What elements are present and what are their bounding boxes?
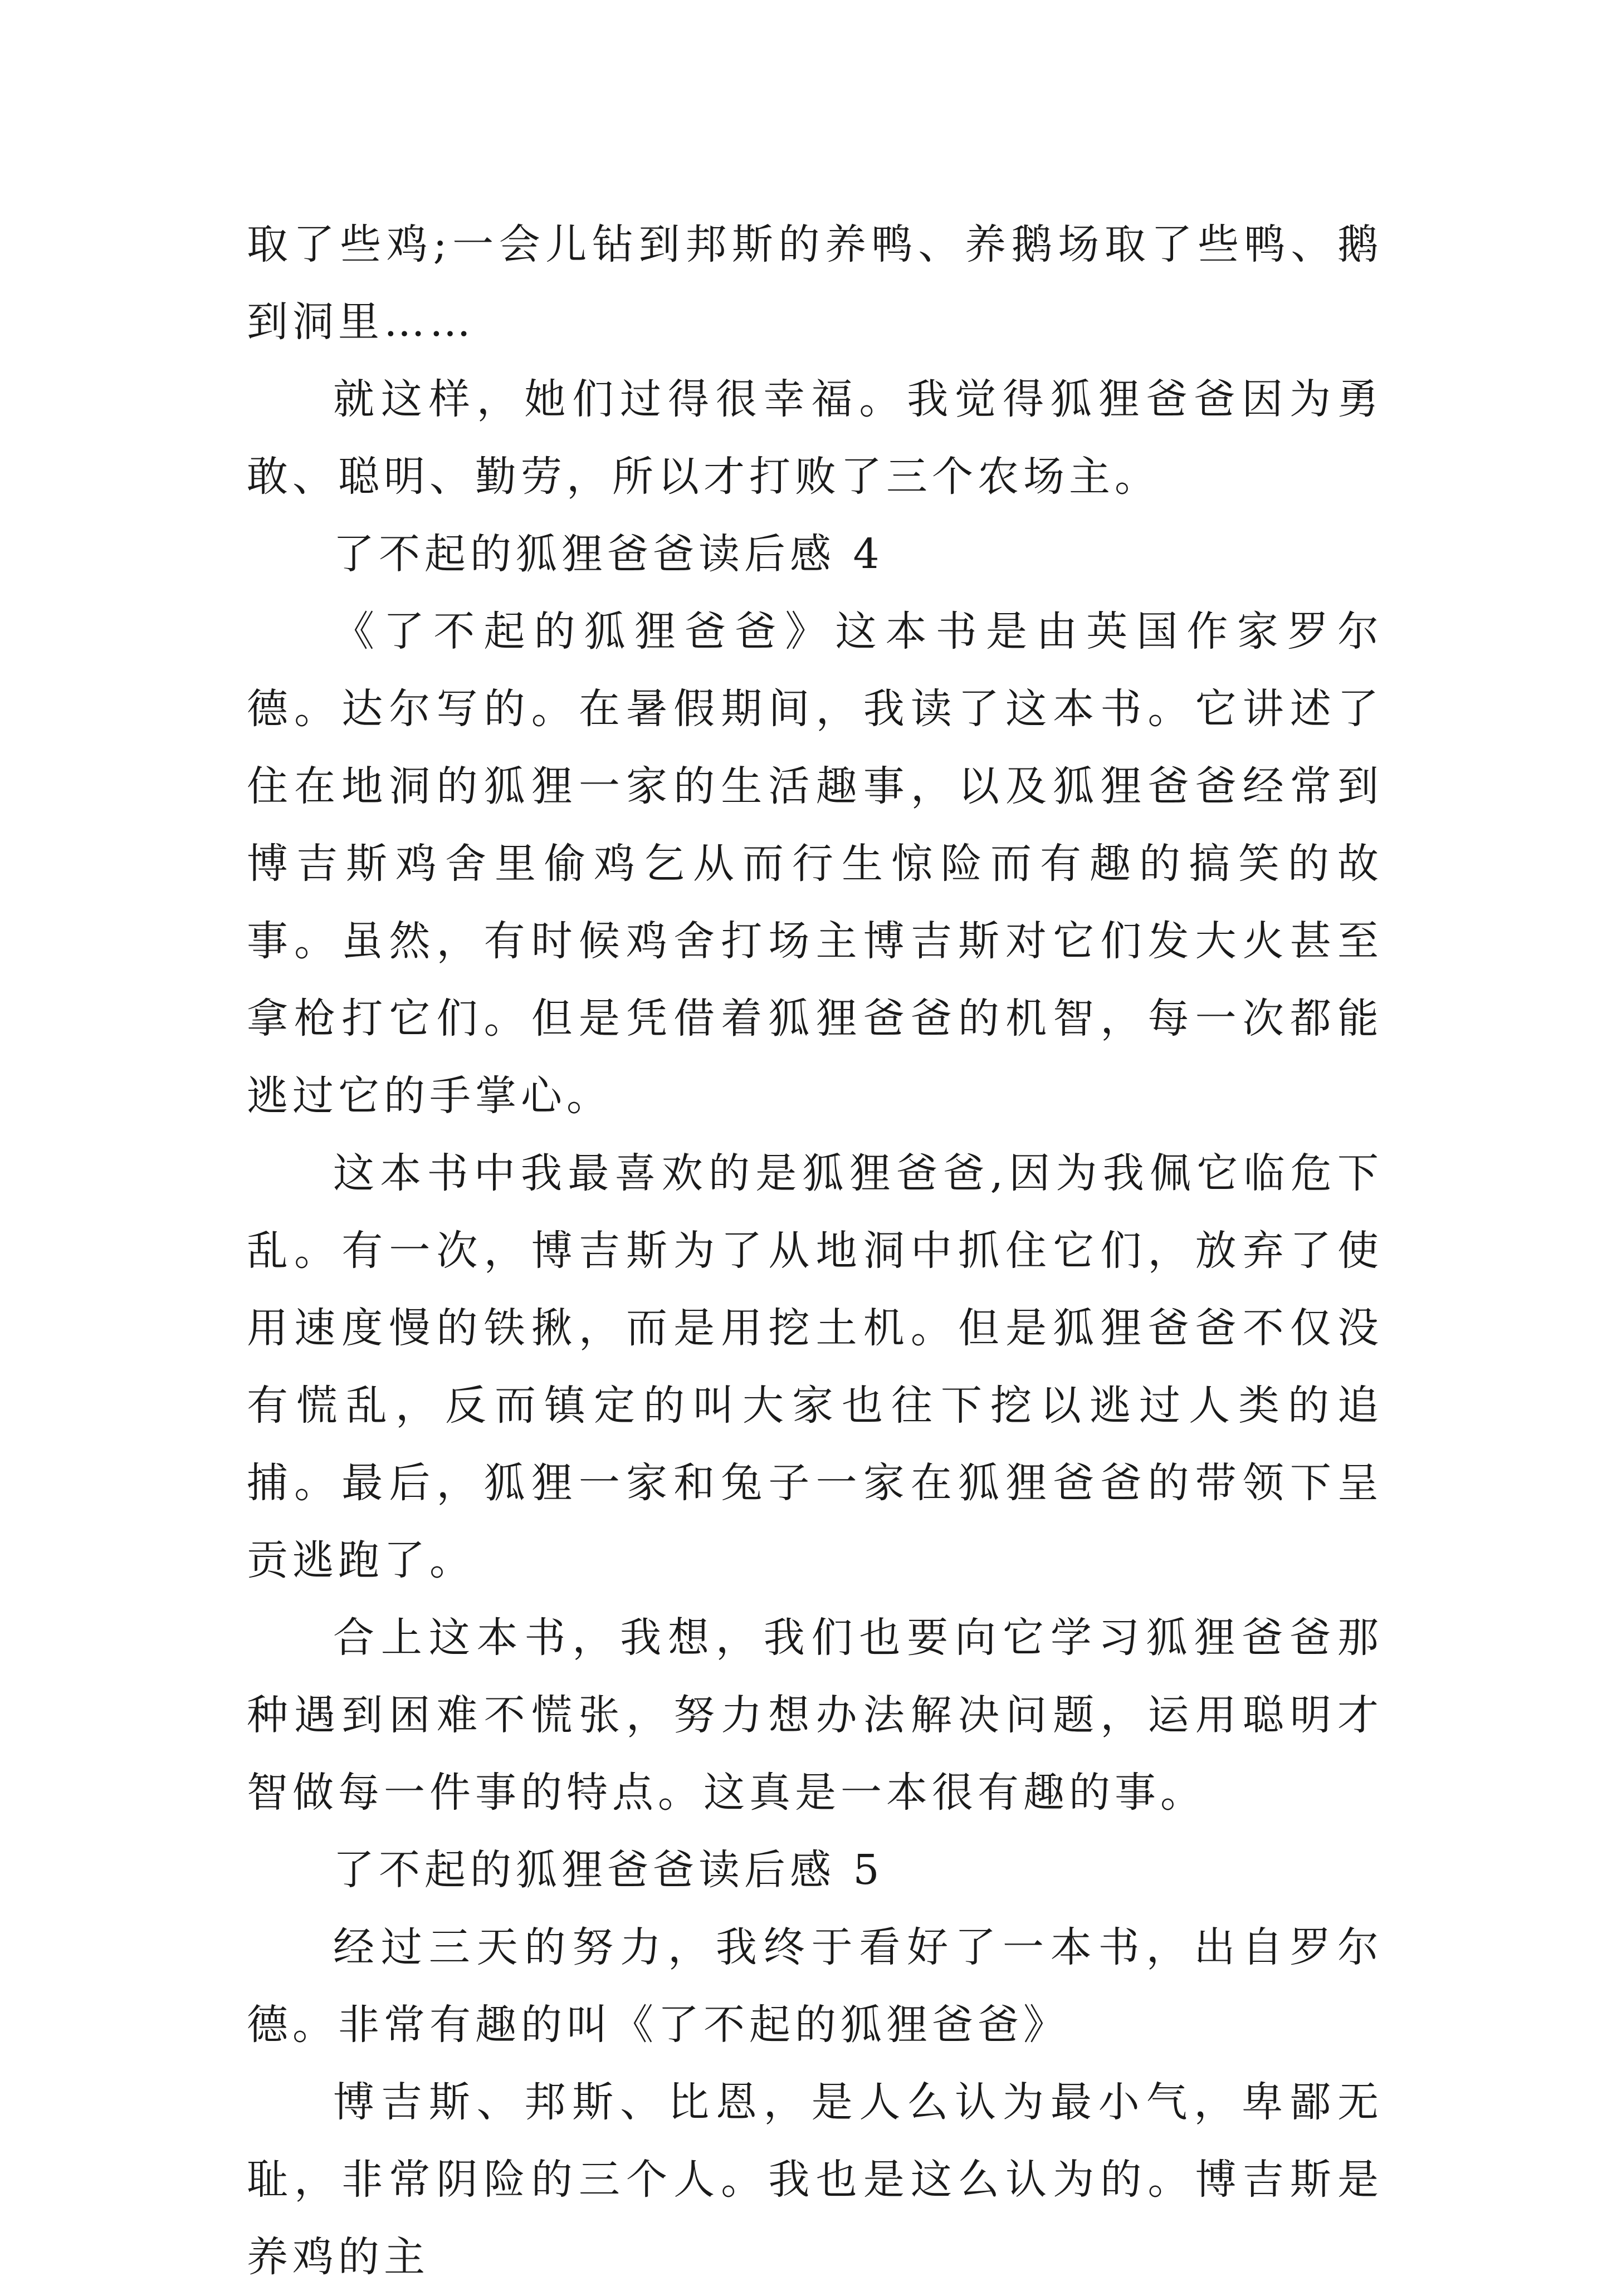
paragraph-continuation: 取了些鸡;一会儿钻到邦斯的养鸭、养鹅场取了些鸭、鹅到洞里…… [247,221,1383,346]
section-heading-4: 了不起的狐狸爸爸读后感 4 [333,530,884,578]
paragraph: 经过三天的努力，我终于看好了一本书，出自罗尔德。非常有趣的叫《了不起的狐狸爸爸》 [247,1923,1383,2049]
paragraph: 就这样，她们过得很幸福。我觉得狐狸爸爸因为勇敢、聪明、勤劳，所以才打败了三个农场主。 [247,375,1383,501]
document-body [247,206,1383,2296]
paragraph: 博吉斯、邦斯、比恩，是人么认为最小气，卑鄙无耻，非常阴险的三个人。我也是这么认为的。博吉斯是养鸡的主 [247,2078,1383,2281]
paragraph: 《了不起的狐狸爸爸》这本书是由英国作家罗尔德。达尔写的。在暑假期间，我读了这本书。它讲述了住在地洞的狐狸一家的生活趣事，以及狐狸爸爸经常到博吉斯鸡舍里偷鸡乞从而行生惊险而有趣的搞笑的故事。虽然，有时候鸡舍打场主博吉斯对它们发大火甚至拿枪打它们。但是凭借着狐狸爸爸的机智，每一次都能逃过它的手掌心。 [247,608,1383,1120]
paragraph: 这本书中我最喜欢的是狐狸爸爸,因为我佩它临危下乱。有一次，博吉斯为了从地洞中抓住它们，放弃了使用速度慢的铁揪，而是用挖土机。但是狐狸爸爸不仅没有慌乱，反而镇定的叫大家也往下挖以逃过人类的追捕。最后，狐狸一家和兔子一家在狐狸爸爸的带领下呈贡逃跑了。 [247,1149,1383,1584]
section-heading-5: 了不起的狐狸爸爸读后感 5 [333,1846,884,1894]
paragraph: 合上这本书，我想，我们也要向它学习狐狸爸爸那种遇到困难不慌张，努力想办法解决问题，运用聪明才智做每一件事的特点。这真是一本很有趣的事。 [247,1614,1383,1817]
